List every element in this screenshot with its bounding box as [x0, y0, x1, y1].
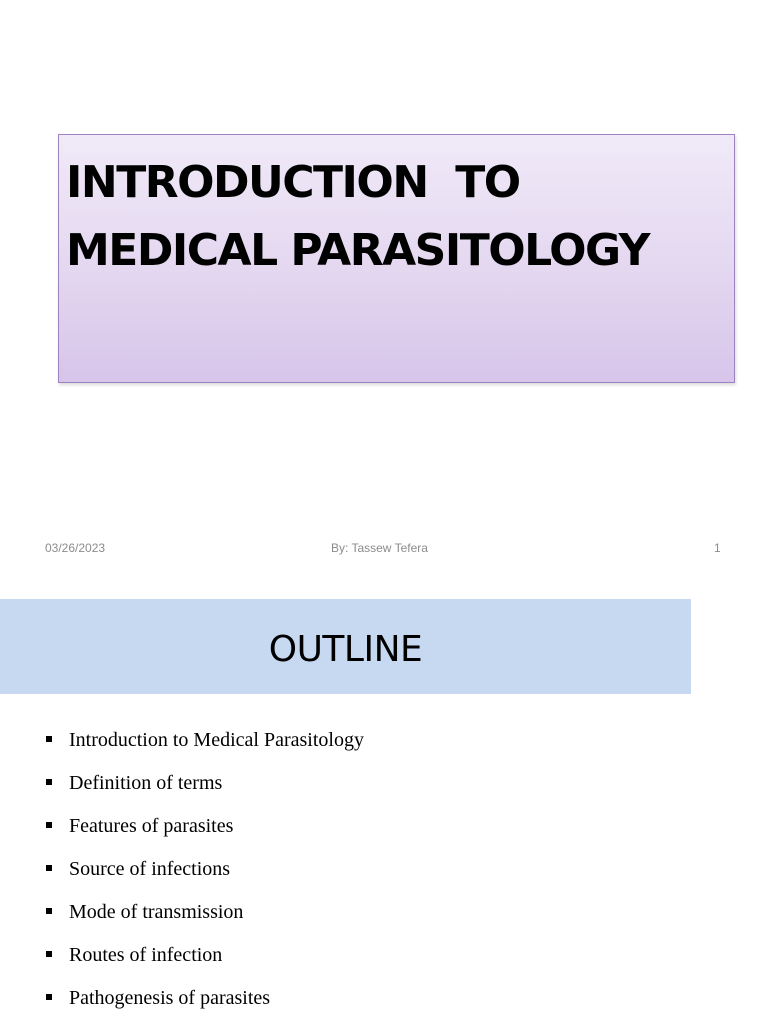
list-item-text: Routes of infection [69, 944, 223, 966]
slide-title-line-1: INTRODUCTION TO [66, 157, 520, 208]
slide-title-line-2: MEDICAL PARASITOLOGY [66, 225, 649, 276]
footer-date: 03/26/2023 [45, 541, 106, 555]
square-bullet-icon [46, 951, 52, 957]
square-bullet-icon [46, 908, 52, 914]
list-item-text: Definition of terms [69, 772, 223, 794]
square-bullet-icon [46, 994, 52, 1000]
outline-title: OUTLINE [268, 629, 423, 670]
title-box [58, 134, 735, 383]
slide-title [66, 149, 649, 285]
square-bullet-icon [46, 822, 52, 828]
footer-page-number: 1 [714, 541, 721, 555]
list-item-text: Features of parasites [69, 815, 234, 837]
list-item-text: Introduction to Medical Parasitology [69, 729, 364, 751]
square-bullet-icon [46, 736, 52, 742]
outline-slide [0, 578, 768, 1024]
footer-author: By: Tassew Tefera [331, 541, 428, 555]
list-item-text: Source of infections [69, 858, 231, 880]
list-item-text: Pathogenesis of parasites [69, 987, 271, 1009]
square-bullet-icon [46, 779, 52, 785]
list-item-text: Mode of transmission [69, 901, 244, 923]
outline-title-band [0, 599, 691, 694]
square-bullet-icon [46, 865, 52, 871]
